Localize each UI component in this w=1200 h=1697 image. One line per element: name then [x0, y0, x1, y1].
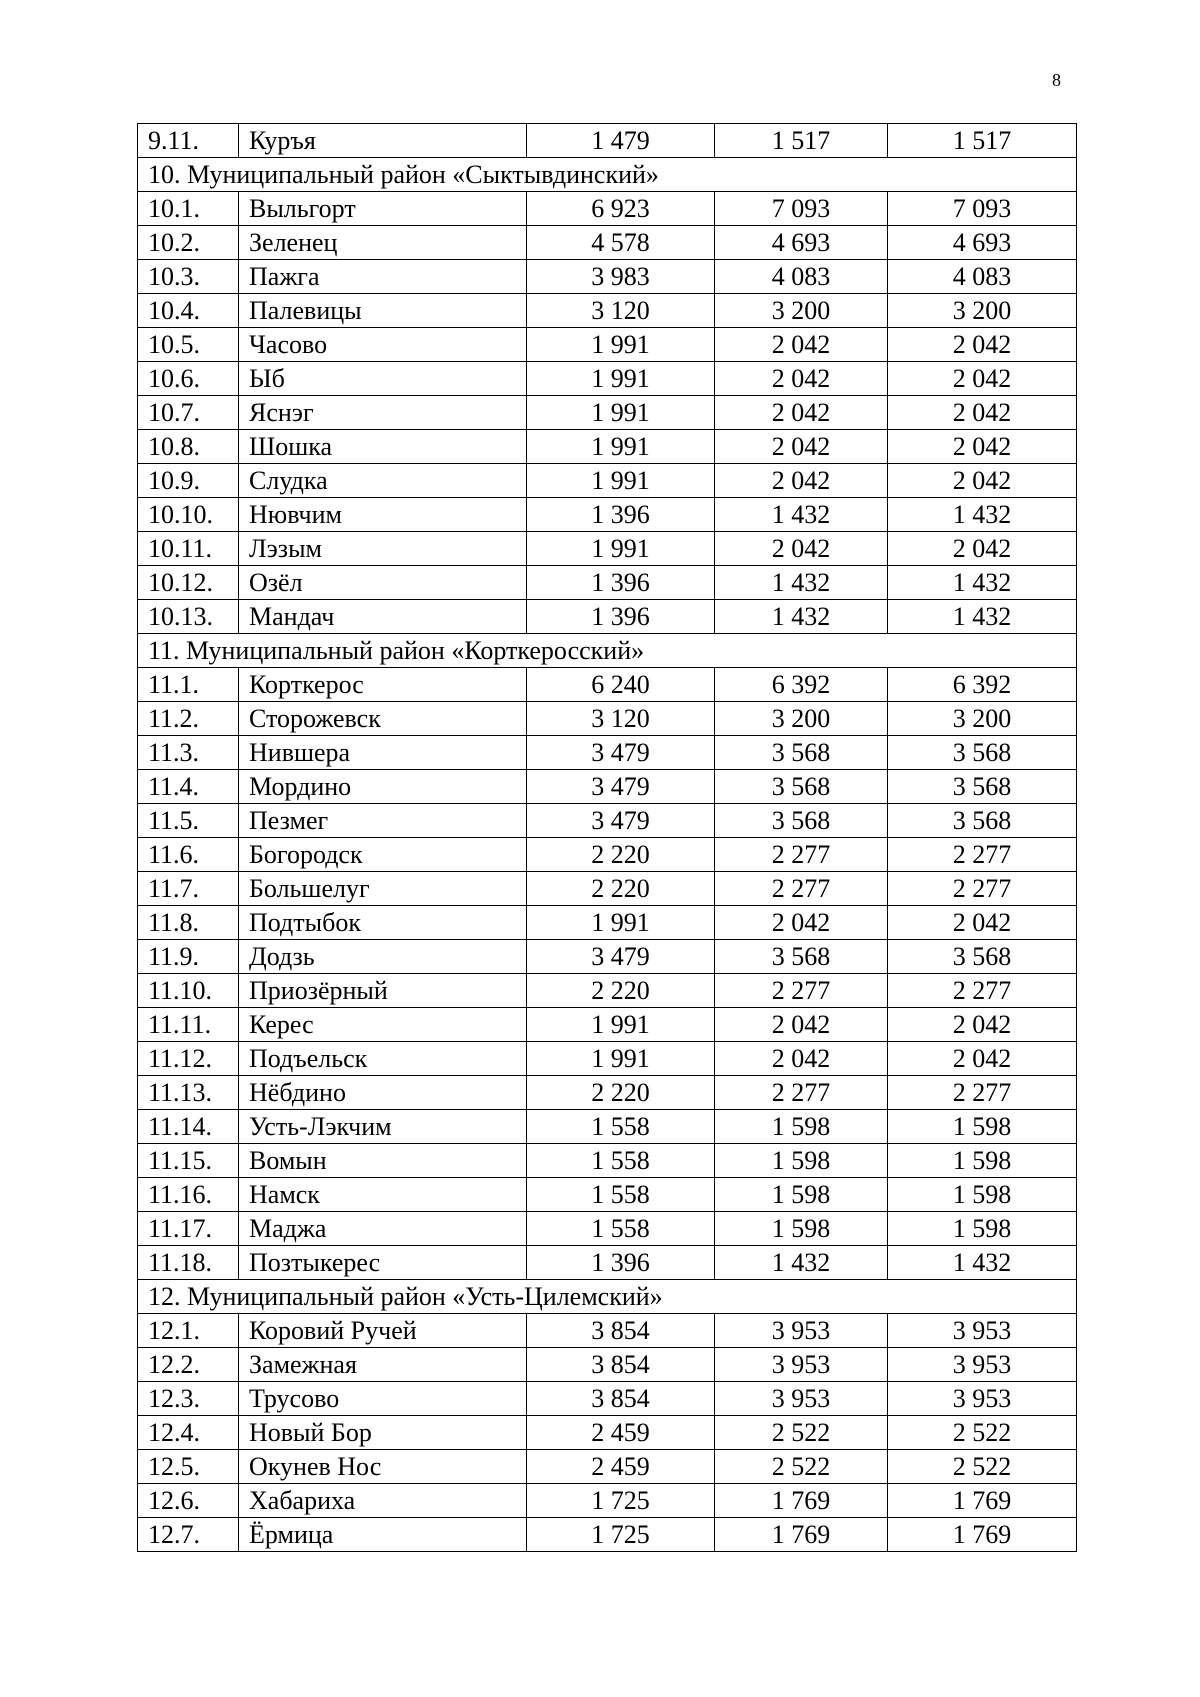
value-cell-1: 3 479	[527, 940, 715, 974]
table-row	[138, 1008, 1077, 1042]
row-number: 10.13.	[138, 600, 239, 634]
settlement-name: Намск	[239, 1178, 527, 1212]
table-row	[138, 1382, 1077, 1416]
value-cell-3: 1 769	[888, 1484, 1077, 1518]
section-row	[138, 1280, 1077, 1314]
row-number: 12.5.	[138, 1450, 239, 1484]
table-body	[138, 124, 1077, 1552]
row-number: 11.7.	[138, 872, 239, 906]
value-cell-2: 3 953	[715, 1382, 888, 1416]
value-cell-2: 3 953	[715, 1314, 888, 1348]
value-cell-1: 1 991	[527, 906, 715, 940]
value-cell-1: 3 120	[527, 294, 715, 328]
value-cell-3: 1 598	[888, 1212, 1077, 1246]
settlement-name: Большелуг	[239, 872, 527, 906]
value-cell-3: 2 042	[888, 532, 1077, 566]
row-number: 11.10.	[138, 974, 239, 1008]
value-cell-1: 1 396	[527, 600, 715, 634]
row-number: 11.4.	[138, 770, 239, 804]
row-number: 9.11.	[138, 124, 239, 158]
table-row	[138, 1518, 1077, 1552]
settlement-name: Вомын	[239, 1144, 527, 1178]
value-cell-3: 2 277	[888, 974, 1077, 1008]
value-cell-1: 1 991	[527, 328, 715, 362]
value-cell-2: 1 598	[715, 1144, 888, 1178]
value-cell-3: 2 277	[888, 872, 1077, 906]
value-cell-1: 3 120	[527, 702, 715, 736]
value-cell-3: 3 200	[888, 702, 1077, 736]
value-cell-1: 1 558	[527, 1144, 715, 1178]
row-number: 10.5.	[138, 328, 239, 362]
value-cell-3: 2 522	[888, 1450, 1077, 1484]
table-row	[138, 260, 1077, 294]
value-cell-1: 3 479	[527, 770, 715, 804]
value-cell-3: 6 392	[888, 668, 1077, 702]
settlement-name: Часово	[239, 328, 527, 362]
value-cell-1: 6 240	[527, 668, 715, 702]
section-title: 12. Муниципальный район «Усть-Цилемский»	[138, 1280, 1077, 1314]
value-cell-3: 1 432	[888, 600, 1077, 634]
table-row	[138, 498, 1077, 532]
settlement-name: Замежная	[239, 1348, 527, 1382]
row-number: 11.16.	[138, 1178, 239, 1212]
value-cell-1: 1 558	[527, 1212, 715, 1246]
value-cell-3: 2 042	[888, 1008, 1077, 1042]
value-cell-3: 2 042	[888, 396, 1077, 430]
table-row	[138, 1042, 1077, 1076]
row-number: 10.12.	[138, 566, 239, 600]
value-cell-3: 3 953	[888, 1314, 1077, 1348]
settlement-name: Выльгорт	[239, 192, 527, 226]
tariff-table	[137, 123, 1077, 1552]
table-row	[138, 294, 1077, 328]
value-cell-3: 2 042	[888, 430, 1077, 464]
value-cell-3: 3 568	[888, 940, 1077, 974]
value-cell-3: 1 598	[888, 1178, 1077, 1212]
value-cell-3: 3 568	[888, 770, 1077, 804]
table-row	[138, 1348, 1077, 1382]
settlement-name: Озёл	[239, 566, 527, 600]
table-row	[138, 1246, 1077, 1280]
value-cell-1: 1 991	[527, 532, 715, 566]
value-cell-2: 1 598	[715, 1178, 888, 1212]
settlement-name: Нившера	[239, 736, 527, 770]
value-cell-2: 7 093	[715, 192, 888, 226]
value-cell-2: 3 568	[715, 736, 888, 770]
table-row	[138, 974, 1077, 1008]
table-row	[138, 702, 1077, 736]
settlement-name: Нювчим	[239, 498, 527, 532]
value-cell-2: 1 769	[715, 1518, 888, 1552]
value-cell-1: 1 991	[527, 396, 715, 430]
value-cell-2: 2 277	[715, 838, 888, 872]
row-number: 11.15.	[138, 1144, 239, 1178]
table-row	[138, 1416, 1077, 1450]
table-row	[138, 1450, 1077, 1484]
value-cell-3: 2 042	[888, 362, 1077, 396]
row-number: 10.8.	[138, 430, 239, 464]
table-row	[138, 430, 1077, 464]
table-row	[138, 124, 1077, 158]
settlement-name: Зеленец	[239, 226, 527, 260]
value-cell-1: 2 459	[527, 1450, 715, 1484]
table-row	[138, 566, 1077, 600]
value-cell-3: 2 042	[888, 906, 1077, 940]
row-number: 11.12.	[138, 1042, 239, 1076]
value-cell-1: 1 725	[527, 1484, 715, 1518]
row-number: 11.5.	[138, 804, 239, 838]
value-cell-3: 2 277	[888, 1076, 1077, 1110]
value-cell-3: 3 200	[888, 294, 1077, 328]
row-number: 11.17.	[138, 1212, 239, 1246]
value-cell-2: 2 522	[715, 1450, 888, 1484]
value-cell-1: 2 220	[527, 838, 715, 872]
value-cell-1: 1 991	[527, 362, 715, 396]
settlement-name: Усть-Лэкчим	[239, 1110, 527, 1144]
settlement-name: Ёрмица	[239, 1518, 527, 1552]
value-cell-2: 3 568	[715, 804, 888, 838]
table-row	[138, 872, 1077, 906]
row-number: 10.9.	[138, 464, 239, 498]
value-cell-1: 1 991	[527, 1008, 715, 1042]
table-row	[138, 1484, 1077, 1518]
value-cell-2: 3 200	[715, 702, 888, 736]
value-cell-3: 1 432	[888, 498, 1077, 532]
value-cell-3: 1 517	[888, 124, 1077, 158]
value-cell-3: 1 598	[888, 1110, 1077, 1144]
row-number: 11.3.	[138, 736, 239, 770]
value-cell-2: 1 432	[715, 498, 888, 532]
table-row	[138, 362, 1077, 396]
settlement-name: Коровий Ручей	[239, 1314, 527, 1348]
settlement-name: Подтыбок	[239, 906, 527, 940]
value-cell-1: 1 991	[527, 1042, 715, 1076]
value-cell-2: 6 392	[715, 668, 888, 702]
value-cell-2: 2 042	[715, 362, 888, 396]
value-cell-1: 3 479	[527, 804, 715, 838]
table-row	[138, 1110, 1077, 1144]
table-row	[138, 770, 1077, 804]
value-cell-2: 1 432	[715, 566, 888, 600]
settlement-name: Додзь	[239, 940, 527, 974]
settlement-name: Корткерос	[239, 668, 527, 702]
settlement-name: Приозёрный	[239, 974, 527, 1008]
value-cell-1: 1 396	[527, 1246, 715, 1280]
value-cell-2: 2 042	[715, 906, 888, 940]
value-cell-1: 6 923	[527, 192, 715, 226]
row-number: 12.7.	[138, 1518, 239, 1552]
row-number: 10.11.	[138, 532, 239, 566]
value-cell-2: 1 769	[715, 1484, 888, 1518]
row-number: 11.6.	[138, 838, 239, 872]
value-cell-2: 2 042	[715, 532, 888, 566]
value-cell-1: 1 558	[527, 1178, 715, 1212]
value-cell-3: 1 432	[888, 1246, 1077, 1280]
value-cell-1: 1 396	[527, 498, 715, 532]
value-cell-2: 1 598	[715, 1110, 888, 1144]
settlement-name: Нёбдино	[239, 1076, 527, 1110]
table-row	[138, 1144, 1077, 1178]
settlement-name: Лэзым	[239, 532, 527, 566]
table-row	[138, 532, 1077, 566]
value-cell-1: 1 725	[527, 1518, 715, 1552]
row-number: 12.4.	[138, 1416, 239, 1450]
settlement-name: Яснэг	[239, 396, 527, 430]
table-row	[138, 1212, 1077, 1246]
table-row	[138, 600, 1077, 634]
settlement-name: Новый Бор	[239, 1416, 527, 1450]
value-cell-2: 2 042	[715, 430, 888, 464]
value-cell-2: 2 042	[715, 1008, 888, 1042]
settlement-name: Ыб	[239, 362, 527, 396]
value-cell-1: 1 396	[527, 566, 715, 600]
value-cell-1: 3 479	[527, 736, 715, 770]
value-cell-2: 1 598	[715, 1212, 888, 1246]
table-row	[138, 1178, 1077, 1212]
table-row	[138, 940, 1077, 974]
value-cell-1: 3 983	[527, 260, 715, 294]
section-title: 11. Муниципальный район «Корткеросский»	[138, 634, 1077, 668]
table-row	[138, 464, 1077, 498]
value-cell-3: 4 083	[888, 260, 1077, 294]
section-row	[138, 634, 1077, 668]
row-number: 12.1.	[138, 1314, 239, 1348]
value-cell-1: 4 578	[527, 226, 715, 260]
row-number: 11.13.	[138, 1076, 239, 1110]
row-number: 10.2.	[138, 226, 239, 260]
value-cell-3: 7 093	[888, 192, 1077, 226]
value-cell-2: 2 277	[715, 1076, 888, 1110]
value-cell-2: 4 693	[715, 226, 888, 260]
value-cell-1: 1 991	[527, 464, 715, 498]
row-number: 12.3.	[138, 1382, 239, 1416]
value-cell-1: 3 854	[527, 1382, 715, 1416]
value-cell-2: 3 200	[715, 294, 888, 328]
value-cell-3: 1 769	[888, 1518, 1077, 1552]
value-cell-1: 3 854	[527, 1314, 715, 1348]
value-cell-2: 3 953	[715, 1348, 888, 1382]
table-row	[138, 736, 1077, 770]
value-cell-2: 3 568	[715, 770, 888, 804]
value-cell-3: 1 598	[888, 1144, 1077, 1178]
row-number: 11.18.	[138, 1246, 239, 1280]
settlement-name: Мордино	[239, 770, 527, 804]
row-number: 11.8.	[138, 906, 239, 940]
value-cell-2: 4 083	[715, 260, 888, 294]
row-number: 10.7.	[138, 396, 239, 430]
table-row	[138, 1314, 1077, 1348]
table-row	[138, 668, 1077, 702]
value-cell-3: 3 953	[888, 1348, 1077, 1382]
section-row	[138, 158, 1077, 192]
value-cell-3: 2 522	[888, 1416, 1077, 1450]
settlement-name: Хабариха	[239, 1484, 527, 1518]
value-cell-1: 1 479	[527, 124, 715, 158]
value-cell-1: 2 220	[527, 872, 715, 906]
settlement-name: Трусово	[239, 1382, 527, 1416]
settlement-name: Подъельск	[239, 1042, 527, 1076]
value-cell-3: 2 042	[888, 328, 1077, 362]
settlement-name: Керес	[239, 1008, 527, 1042]
value-cell-3: 3 953	[888, 1382, 1077, 1416]
row-number: 10.1.	[138, 192, 239, 226]
table-row	[138, 192, 1077, 226]
settlement-name: Позтыкерес	[239, 1246, 527, 1280]
value-cell-2: 2 522	[715, 1416, 888, 1450]
row-number: 11.1.	[138, 668, 239, 702]
value-cell-2: 1 432	[715, 600, 888, 634]
row-number: 11.2.	[138, 702, 239, 736]
section-title: 10. Муниципальный район «Сыктывдинский»	[138, 158, 1077, 192]
table-row	[138, 804, 1077, 838]
settlement-name: Пезмег	[239, 804, 527, 838]
row-number: 10.10.	[138, 498, 239, 532]
value-cell-1: 1 558	[527, 1110, 715, 1144]
value-cell-2: 2 042	[715, 464, 888, 498]
table-row	[138, 838, 1077, 872]
settlement-name: Богородск	[239, 838, 527, 872]
row-number: 10.6.	[138, 362, 239, 396]
value-cell-2: 2 042	[715, 328, 888, 362]
value-cell-1: 2 220	[527, 1076, 715, 1110]
value-cell-3: 1 432	[888, 566, 1077, 600]
settlement-name: Мандач	[239, 600, 527, 634]
table-row	[138, 396, 1077, 430]
table-row	[138, 906, 1077, 940]
table-row	[138, 328, 1077, 362]
settlement-name: Окунев Нос	[239, 1450, 527, 1484]
value-cell-1: 1 991	[527, 430, 715, 464]
value-cell-2: 1 432	[715, 1246, 888, 1280]
row-number: 11.9.	[138, 940, 239, 974]
settlement-name: Куръя	[239, 124, 527, 158]
row-number: 10.4.	[138, 294, 239, 328]
table-row	[138, 226, 1077, 260]
value-cell-2: 2 042	[715, 1042, 888, 1076]
value-cell-2: 2 277	[715, 974, 888, 1008]
value-cell-1: 3 854	[527, 1348, 715, 1382]
settlement-name: Пажга	[239, 260, 527, 294]
table-row	[138, 1076, 1077, 1110]
value-cell-3: 3 568	[888, 804, 1077, 838]
row-number: 11.11.	[138, 1008, 239, 1042]
value-cell-2: 3 568	[715, 940, 888, 974]
settlement-name: Шошка	[239, 430, 527, 464]
value-cell-3: 4 693	[888, 226, 1077, 260]
row-number: 12.6.	[138, 1484, 239, 1518]
settlement-name: Палевицы	[239, 294, 527, 328]
value-cell-1: 2 220	[527, 974, 715, 1008]
value-cell-3: 2 042	[888, 464, 1077, 498]
value-cell-3: 3 568	[888, 736, 1077, 770]
page-number: 8	[1052, 70, 1061, 90]
row-number: 11.14.	[138, 1110, 239, 1144]
settlement-name: Сторожевск	[239, 702, 527, 736]
value-cell-2: 1 517	[715, 124, 888, 158]
value-cell-2: 2 042	[715, 396, 888, 430]
value-cell-3: 2 042	[888, 1042, 1077, 1076]
value-cell-1: 2 459	[527, 1416, 715, 1450]
settlement-name: Маджа	[239, 1212, 527, 1246]
row-number: 10.3.	[138, 260, 239, 294]
value-cell-3: 2 277	[888, 838, 1077, 872]
settlement-name: Слудка	[239, 464, 527, 498]
value-cell-2: 2 277	[715, 872, 888, 906]
row-number: 12.2.	[138, 1348, 239, 1382]
